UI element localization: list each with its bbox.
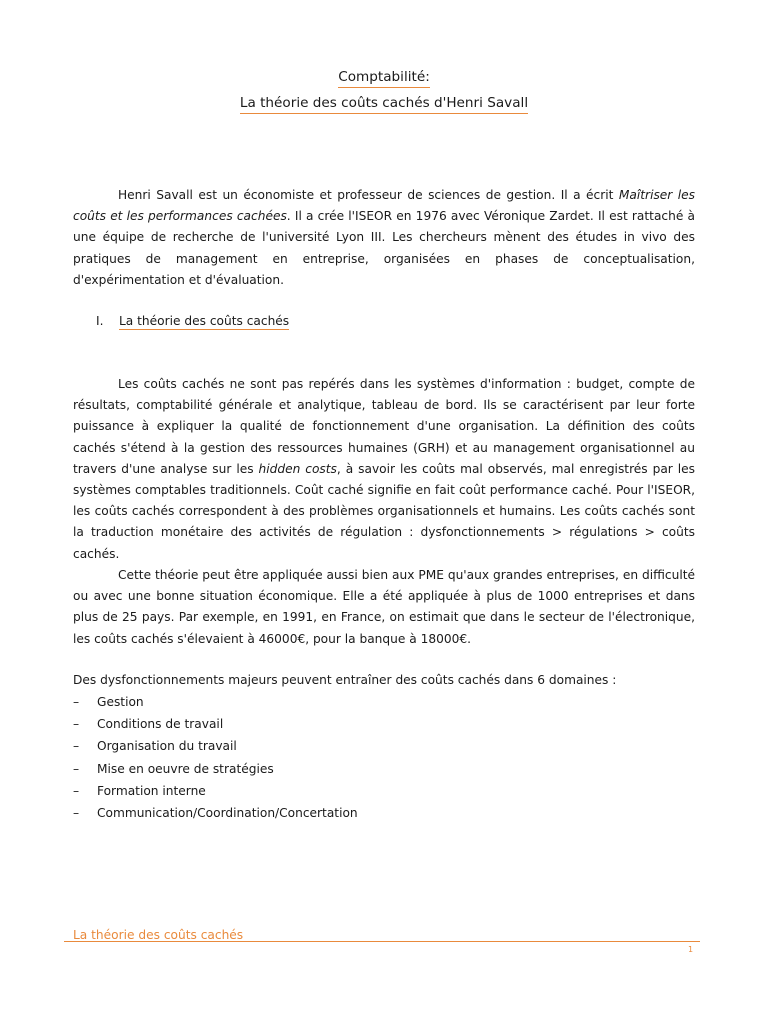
- list-dash: –: [73, 783, 80, 798]
- list-dash: –: [73, 717, 80, 732]
- list-dash: –: [73, 739, 80, 754]
- paragraph3-text: Des dysfonctionnements majeurs peuvent entraîner des coûts cachés dans 6 domaines :: [73, 673, 617, 687]
- page-number: 1: [688, 945, 694, 954]
- paragraph-domains-intro: [73, 670, 695, 691]
- domains-list: [73, 691, 358, 824]
- intro-text-2: . Il a crée l'ISEOR en 1976 avec Véronique Zardet. Il est rattaché à une équipe de recherche de l'université Lyon III. Les chercheurs mènent des études in vivo des pratiques de management en entreprise, organisées en phases de conceptualisation, d'expérimentation et d'évaluation.: [73, 209, 695, 287]
- list-item-text: Gestion: [97, 695, 144, 709]
- list-item: [73, 758, 358, 780]
- footer-divider: [64, 941, 700, 942]
- list-item-text: Mise en oeuvre de stratégies: [97, 761, 274, 776]
- paragraph-application: [73, 565, 695, 650]
- section-heading: [96, 311, 289, 332]
- paragraph1-text-1: Les coûts cachés ne sont pas repérés dans les systèmes d'information : budget, compte de résultats, comptabilité générale et analytique, tableau de bord. Ils se caractérisent par leur forte puissance à expliquer la qualité de fonctionnement d'une organisation. La définition des coûts cachés s'étend à la gestion des ressources humaines (GRH) et au management organisationnel au travers d'une analyse sur les: [73, 377, 695, 476]
- paragraph1-text-2: , à savoir les coûts mal observés, mal enregistrés par les systèmes comptables traditionnels. Coût caché signifie en fait coût performance caché. Pour l'ISEOR, les coûts cachés correspondent à des problèmes organisationnels et humains. Les coûts cachés sont la traduction monétaire des activités de régulation : dysfonctionnements > régulations > coûts cachés.: [73, 461, 695, 561]
- list-item-text: Formation interne: [97, 783, 206, 798]
- hidden-costs-term: hidden costs: [258, 461, 337, 476]
- intro-paragraph: [73, 185, 695, 291]
- document-title: [0, 66, 768, 118]
- list-item: [73, 780, 358, 802]
- list-item: [73, 735, 358, 757]
- list-item-text: Communication/Coordination/Concertation: [97, 806, 358, 821]
- list-item-text: Conditions de travail: [97, 717, 224, 732]
- list-item: [73, 713, 358, 735]
- list-dash: –: [73, 695, 80, 709]
- list-dash: –: [73, 806, 80, 821]
- book-title: Maîtriser les coûts et les performances cachées: [73, 188, 696, 224]
- title-line-2: La théorie des coûts cachés d'Henri Savall: [240, 95, 528, 114]
- title-line-1: Comptabilité:: [338, 69, 430, 88]
- paragraph-hidden-costs: [73, 374, 695, 565]
- list-item-text: Organisation du travail: [97, 739, 237, 754]
- footer-title: La théorie des coûts cachés: [73, 928, 244, 942]
- list-dash: –: [73, 761, 80, 776]
- section-title: La théorie des coûts cachés: [119, 314, 290, 328]
- section-number: I.: [96, 314, 104, 328]
- paragraph2-text: Cette théorie peut être appliquée aussi bien aux PME qu'aux grandes entreprises, en difficulté ou avec une bonne situation économique. Elle a été appliquée à plus de 1000 entreprises et dans plus de 25 pays. Par exemple, en 1991, en France, on estimait que dans le secteur de l'électronique, les coûts cachés s'élevaient à 46000€, pour la banque à 18000€.: [73, 568, 695, 646]
- list-item: [73, 802, 358, 824]
- list-item: [73, 691, 358, 713]
- intro-text-1: Henri Savall est un économiste et professeur de sciences de gestion. Il a écrit: [118, 188, 619, 202]
